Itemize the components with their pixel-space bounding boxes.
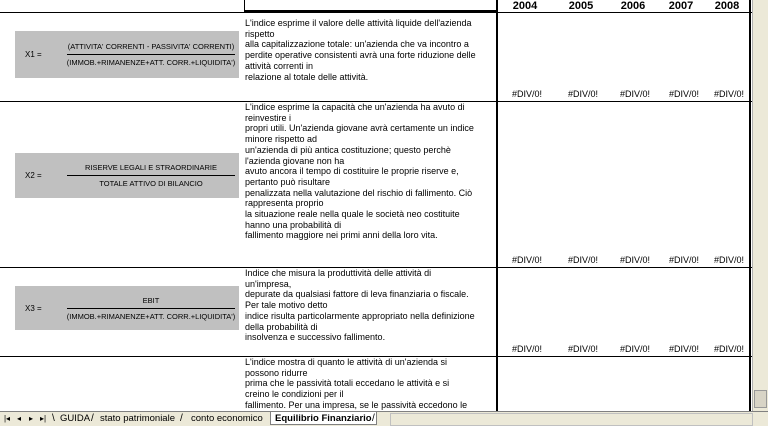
last-sheet-icon[interactable]: ▸| (39, 414, 47, 423)
desc-line: fallimento maggiore nei primi anni della loro vita. (245, 230, 438, 241)
desc-line: perdite operative consistenti avrà una forte riduzione delle (245, 50, 476, 61)
description-x1 (245, 18, 497, 82)
tab-equilibrio-finanziario[interactable]: Equilibrio Finanziario (270, 412, 377, 425)
numerator: RISERVE LEGALI E STRAORDINARIE (85, 163, 217, 172)
desc-line: l'azienda giovane non ha (245, 155, 345, 166)
row-border (0, 12, 753, 13)
value-cell[interactable]: #DIV/0! (668, 89, 699, 99)
value-cell[interactable]: #DIV/0! (619, 344, 650, 354)
desc-line: penalizzata nella valutazione del rischio di fallimento. Ciò (245, 187, 473, 198)
fraction (67, 286, 235, 330)
horizontal-scrollbar[interactable] (390, 413, 753, 426)
sheet-tab-bar (0, 411, 768, 426)
description-x2 (245, 102, 497, 241)
desc-line: fallimento. Per una impresa, se le passività eccedono le (245, 399, 468, 410)
prev-sheet-icon[interactable]: ◂ (16, 414, 21, 423)
desc-line: possono ridurre (245, 367, 308, 378)
description-x3 (245, 268, 497, 343)
value-cell[interactable]: #DIV/0! (567, 255, 598, 265)
value-cell[interactable]: #DIV/0! (619, 89, 650, 99)
desc-line: L'indice esprime la capacità che un'azienda ha avuto di (245, 102, 465, 112)
numerator: EBIT (142, 295, 160, 305)
next-sheet-icon[interactable]: ▸ (28, 414, 33, 423)
formula-x1 (15, 31, 239, 78)
year-header: 2004 (512, 0, 538, 12)
tab-stato-patrimoniale[interactable]: stato patrimoniale (100, 413, 175, 424)
formula-label: X2 = (25, 171, 42, 180)
year-header: 2008 (714, 0, 740, 12)
desc-line: relazione al totale delle attività. (245, 71, 369, 82)
formula-label: X3 = (25, 303, 42, 313)
desc-line: un'azienda di più antica costituzione; questo perchè (245, 144, 451, 155)
scroll-down-button[interactable] (754, 390, 767, 408)
desc-line: L'indice mostra di quanto le attività di un'azienda si (245, 357, 448, 367)
desc-line: pertanto può risultare (245, 176, 331, 187)
desc-line: prima che le passività totali eccedano le attività e si (245, 378, 450, 389)
desc-line: hanno una probabilità di (245, 219, 342, 230)
value-cell[interactable]: #DIV/0! (567, 344, 598, 354)
desc-line: insolvenza e successivo fallimento. (245, 332, 386, 343)
value-cell[interactable]: #DIV/0! (668, 344, 699, 354)
formula-label: X1 = (25, 50, 42, 59)
denominator: (IMMOB.+RIMANENZE+ATT. CORR.+LIQUIDITA') (66, 58, 236, 67)
formula-x3 (15, 286, 239, 330)
desc-line: avuto ancora il tempo di costituire le proprie riserve e, (245, 166, 459, 177)
desc-line: della probabilità di (245, 321, 318, 332)
desc-line: rappresenta proprio (245, 198, 324, 209)
desc-line: la situazione reale nella quale le società neo costituite (245, 209, 460, 220)
value-cell[interactable]: #DIV/0! (511, 344, 542, 354)
desc-line: Indice che misura la produttività delle attività di (245, 268, 432, 278)
desc-line: reinvestire i (245, 112, 292, 123)
column-border (749, 0, 751, 411)
tab-separator: / (372, 413, 375, 424)
desc-line: L'indice esprime il valore delle attività liquide dell'azienda (245, 18, 472, 28)
year-header: 2007 (668, 0, 694, 12)
desc-line: creino le condizioni per il (245, 389, 344, 400)
denominator: TOTALE ATTIVO DI BILANCIO (99, 179, 203, 188)
value-cell[interactable]: #DIV/0! (713, 255, 744, 265)
tab-guida[interactable]: GUIDA (60, 413, 91, 424)
tab-separator: / (91, 413, 94, 424)
selected-cell[interactable] (244, 0, 497, 12)
value-cell[interactable]: #DIV/0! (619, 255, 650, 265)
year-header: 2005 (568, 0, 594, 12)
desc-line: Per tale motivo detto (245, 300, 328, 311)
value-cell[interactable]: #DIV/0! (668, 255, 699, 265)
desc-line: minore rispetto ad (245, 134, 318, 145)
first-sheet-icon[interactable]: |◂ (3, 414, 11, 423)
desc-line: alla capitalizzazione totale: un'azienda che va incontro a (245, 39, 469, 50)
desc-line: indice risulta particolarmente appropriato nella definizione (245, 310, 475, 321)
tab-separator: / (180, 413, 183, 424)
description-x4 (245, 357, 497, 411)
desc-line: rispetto (245, 28, 275, 39)
value-cell[interactable]: #DIV/0! (713, 344, 744, 354)
desc-line: un'impresa, (245, 278, 292, 289)
desc-line: depurate da qualsiasi fattore di leva finanziaria o fiscale. (245, 289, 469, 300)
value-cell[interactable]: #DIV/0! (567, 89, 598, 99)
vertical-scrollbar[interactable] (752, 0, 768, 411)
fraction (67, 31, 235, 78)
desc-line: propri utili. Un'azienda giovane avrà certamente un indice (245, 123, 474, 134)
denominator: (IMMOB.+RIMANENZE+ATT. CORR.+LIQUIDITA') (66, 311, 236, 321)
fraction (67, 153, 235, 198)
year-header: 2006 (620, 0, 646, 12)
tab-conto-economico[interactable]: conto economico (191, 413, 263, 424)
formula-x2 (15, 153, 239, 198)
tab-separator: \ (52, 413, 55, 424)
desc-line: attività correnti in (245, 60, 314, 71)
value-cell[interactable]: #DIV/0! (511, 255, 542, 265)
value-cell[interactable]: #DIV/0! (713, 89, 744, 99)
value-cell[interactable]: #DIV/0! (511, 89, 542, 99)
numerator: (ATTIVITA' CORRENTI - PASSIVITA' CORRENTI) (67, 42, 235, 51)
